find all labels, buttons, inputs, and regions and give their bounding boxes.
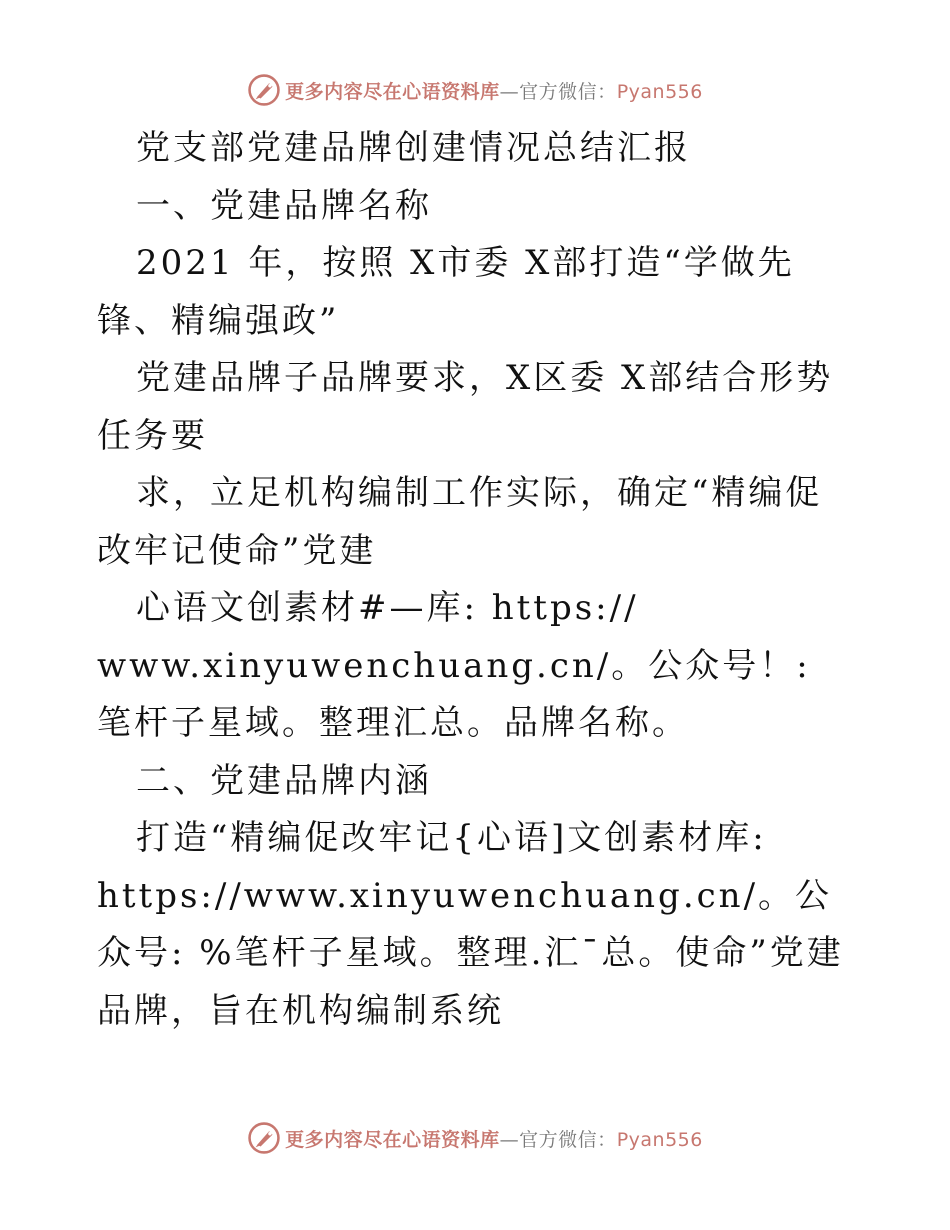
watermark-account: Pyan556 [616, 1128, 703, 1151]
paragraph-5: www.xinyuwenchuang.cn/。公众号！: 笔杆子星域。整理汇总。品牌名称。 [97, 645, 825, 743]
paragraph-4: 心语文创素材#—库: https:// [136, 588, 639, 628]
watermark-text [285, 77, 703, 104]
watermark-official: 官方微信： [519, 1128, 617, 1151]
pen-nib-logo-icon [247, 73, 281, 107]
paragraph-6: 打造“精编促改牢记{心语]文创素材库: [136, 818, 767, 858]
watermark-brand: 更多内容尽在心语资料库 [285, 1128, 500, 1151]
watermark-account: Pyan556 [616, 80, 703, 103]
section-heading-1: 一、党建品牌名称 [136, 185, 432, 226]
watermark-separator: — [499, 80, 520, 103]
watermark-official: 官方微信： [519, 80, 617, 103]
page-footer-watermark [0, 1118, 950, 1158]
watermark-separator: — [499, 1128, 520, 1151]
watermark-text [285, 1125, 703, 1152]
pen-nib-logo-icon [247, 1121, 281, 1155]
paragraph-7: https://www.xinyuwenchuang.cn/。公众号: %笔杆子星域。整理.汇¯总。使命”党建品牌，旨在机构编制系统 [97, 875, 844, 1031]
page-header-watermark [0, 70, 950, 110]
paragraph-1: 2021 年，按照 X市委 X部打造“学做先锋、精编强政” [97, 243, 795, 341]
doc-title: 党支部党建品牌创建情况总结汇报 [136, 128, 691, 168]
document-body [97, 120, 857, 1040]
section-heading-2: 二、党建品牌内涵 [136, 760, 432, 801]
paragraph-2: 党建品牌子品牌要求，X区委 X部结合形势任务要 [97, 358, 834, 456]
watermark-brand: 更多内容尽在心语资料库 [285, 80, 500, 103]
paragraph-3: 求，立足机构编制工作实际，确定“精编促改牢记使命”党建 [97, 473, 823, 571]
